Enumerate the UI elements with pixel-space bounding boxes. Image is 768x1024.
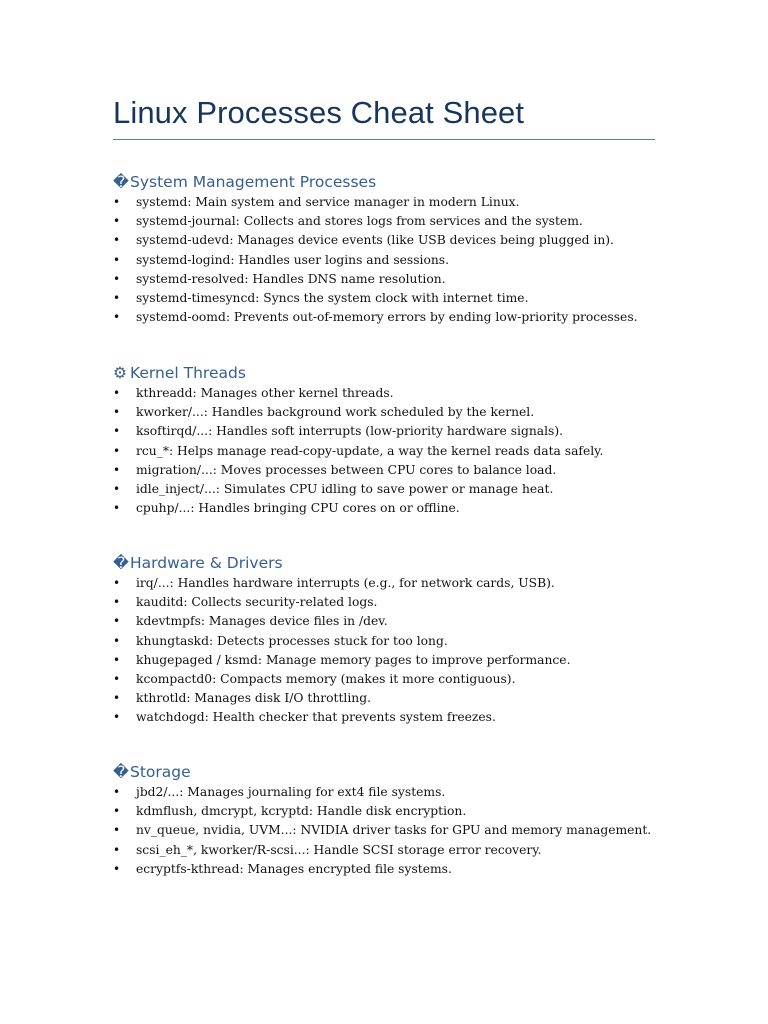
list-item-text: rcu_*: Helps manage read-copy-update, a way the kernel reads data safely.	[136, 443, 604, 458]
missing-glyph-icon: �	[113, 173, 129, 191]
list-item	[113, 384, 655, 403]
bullet-icon: •	[113, 652, 121, 667]
section-system-management	[113, 171, 655, 327]
bullet-icon: •	[113, 290, 121, 305]
list-item	[113, 651, 655, 670]
list-item-text: systemd-journal: Collects and stores logs from services and the system.	[136, 214, 583, 229]
section-heading	[113, 552, 655, 574]
list-item-text: watchdogd: Health checker that prevents system freezes.	[136, 710, 496, 725]
list-item-text: kworker/...: Handles background work scheduled by the kernel.	[136, 405, 535, 420]
list-item	[113, 193, 655, 212]
section-heading-text: Storage	[130, 763, 191, 781]
bullet-icon: •	[113, 861, 121, 876]
list-item	[113, 403, 655, 422]
bullet-icon: •	[113, 804, 121, 819]
bullet-icon: •	[113, 424, 121, 439]
document-title: Linux Processes Cheat Sheet	[113, 95, 525, 130]
bullet-icon: •	[113, 633, 121, 648]
bullet-icon: •	[113, 614, 121, 629]
bullet-icon: •	[113, 671, 121, 686]
bullet-icon: •	[113, 195, 121, 209]
list-item	[113, 270, 655, 289]
list-item	[113, 499, 655, 518]
list-item-text: systemd: Main system and service manager in modern Linux.	[136, 195, 520, 209]
list-item-text: systemd-timesyncd: Syncs the system clock with internet time.	[136, 290, 529, 305]
list-item-text: systemd-resolved: Handles DNS name resolution.	[136, 271, 446, 286]
bullet-icon: •	[113, 271, 121, 286]
section-heading	[113, 171, 655, 193]
list-item	[113, 574, 655, 593]
bullet-icon: •	[113, 595, 121, 610]
list-item	[113, 821, 655, 840]
bullet-icon: •	[113, 710, 121, 725]
list-item-text: scsi_eh_*, kworker/R-scsi...: Handle SCSI storage error recovery.	[136, 842, 542, 857]
section-heading	[113, 362, 655, 384]
bullet-icon: •	[113, 481, 121, 496]
section-heading-text: Kernel Threads	[130, 364, 246, 382]
bullet-list	[113, 193, 655, 327]
missing-glyph-icon: �	[113, 763, 129, 781]
title-underline	[113, 139, 655, 140]
list-item-text: systemd-udevd: Manages device events (like USB devices being plugged in).	[136, 233, 614, 248]
list-item	[113, 480, 655, 499]
list-item-text: irq/...: Handles hardware interrupts (e.g., for network cards, USB).	[136, 576, 555, 590]
list-item	[113, 783, 655, 802]
list-item-text: kthreadd: Manages other kernel threads.	[136, 386, 394, 400]
list-item	[113, 841, 655, 860]
missing-glyph-icon: �	[113, 554, 129, 572]
list-item	[113, 860, 655, 879]
list-item	[113, 422, 655, 441]
list-item-text: jbd2/...: Manages journaling for ext4 file systems.	[136, 785, 446, 799]
bullet-icon: •	[113, 310, 121, 325]
list-item-text: idle_inject/...: Simulates CPU idling to save power or manage heat.	[136, 481, 554, 496]
gear-icon: ⚙	[113, 364, 127, 382]
bullet-list	[113, 574, 655, 728]
bullet-list	[113, 384, 655, 518]
list-item-text: khungtaskd: Detects processes stuck for too long.	[136, 633, 448, 648]
bullet-icon: •	[113, 443, 121, 458]
list-item-text: kdevtmpfs: Manages device files in /dev.	[136, 614, 388, 629]
list-item	[113, 708, 655, 727]
list-item-text: kcompactd0: Compacts memory (makes it more contiguous).	[136, 671, 516, 686]
bullet-icon: •	[113, 576, 121, 590]
section-heading-text: System Management Processes	[130, 173, 377, 191]
bullet-icon: •	[113, 785, 121, 799]
list-item	[113, 212, 655, 231]
list-item-text: ecryptfs-kthread: Manages encrypted file systems.	[136, 861, 452, 876]
list-item-text: nv_queue, nvidia, UVM...: NVIDIA driver tasks for GPU and memory management.	[136, 823, 652, 838]
bullet-icon: •	[113, 386, 121, 400]
list-item-text: systemd-oomd: Prevents out-of-memory errors by ending low-priority processes.	[136, 310, 638, 325]
bullet-icon: •	[113, 691, 121, 706]
list-item	[113, 289, 655, 308]
list-item-text: kdmflush, dmcrypt, kcryptd: Handle disk encryption.	[136, 804, 467, 819]
list-item	[113, 632, 655, 651]
bullet-icon: •	[113, 233, 121, 248]
list-item-text: kauditd: Collects security-related logs.	[136, 595, 378, 610]
bullet-icon: •	[113, 405, 121, 420]
bullet-list	[113, 783, 655, 879]
list-item	[113, 251, 655, 270]
list-item-text: khugepaged / ksmd: Manage memory pages to improve performance.	[136, 652, 571, 667]
section-storage	[113, 761, 655, 879]
section-heading-text: Hardware & Drivers	[130, 554, 283, 572]
list-item	[113, 231, 655, 250]
list-item-text: kthrotld: Manages disk I/O throttling.	[136, 691, 371, 706]
bullet-icon: •	[113, 462, 121, 477]
list-item	[113, 670, 655, 689]
list-item-text: ksoftirqd/...: Handles soft interrupts (low-priority hardware signals).	[136, 424, 564, 439]
bullet-icon: •	[113, 252, 121, 267]
bullet-icon: •	[113, 214, 121, 229]
list-item-text: migration/...: Moves processes between CPU cores to balance load.	[136, 462, 557, 477]
list-item-text: cpuhp/...: Handles bringing CPU cores on or offline.	[136, 501, 460, 516]
list-item	[113, 593, 655, 612]
list-item	[113, 461, 655, 480]
bullet-icon: •	[113, 501, 121, 516]
bullet-icon: •	[113, 823, 121, 838]
section-heading	[113, 761, 655, 783]
list-item	[113, 612, 655, 631]
list-item-text: systemd-logind: Handles user logins and sessions.	[136, 252, 450, 267]
section-kernel-threads	[113, 362, 655, 518]
section-hardware-drivers	[113, 552, 655, 728]
list-item	[113, 802, 655, 821]
list-item	[113, 308, 655, 327]
bullet-icon: •	[113, 842, 121, 857]
list-item	[113, 689, 655, 708]
list-item	[113, 442, 655, 461]
